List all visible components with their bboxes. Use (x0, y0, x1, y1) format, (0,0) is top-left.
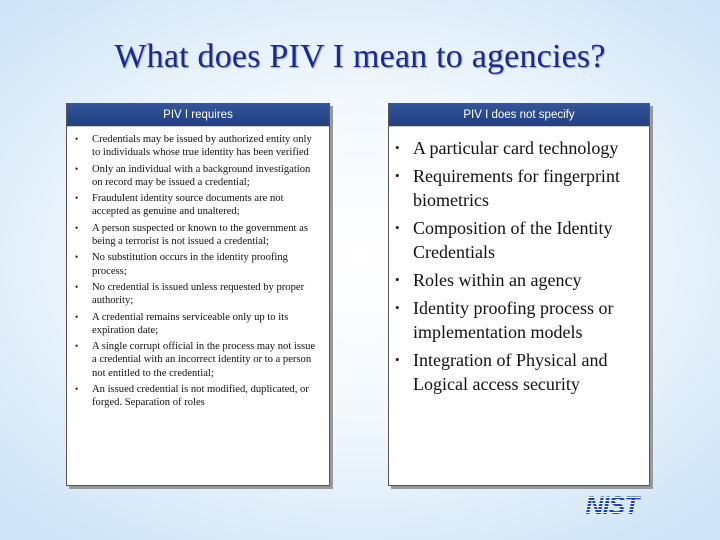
list-item-text: Credentials may be issued by authorized entity only to individuals whose true identity has been verified (92, 134, 312, 159)
list-item-text: An issued credential is not modified, duplicated, or forged. Separation of roles (92, 384, 309, 409)
list-item (75, 340, 321, 380)
list-item-text: Only an individual with a background investigation on record may be issued a credential; (92, 163, 311, 188)
list-item (395, 348, 641, 396)
list-item-text: A credential remains serviceable only up to its expiration date; (92, 311, 289, 336)
piv-requires-list (67, 127, 329, 410)
list-item (75, 163, 321, 190)
list-item (395, 296, 641, 344)
list-item (395, 216, 641, 264)
bullet-icon: • (395, 300, 400, 315)
list-item (75, 281, 321, 308)
list-item (75, 311, 321, 338)
list-item-text: A person suspected or known to the government as being a terrorist is not issued a credential; (92, 222, 308, 248)
piv-requires-panel (66, 103, 330, 486)
bullet-icon: • (75, 384, 79, 395)
bullet-icon: • (75, 222, 79, 233)
list-item-text: Fraudulent identity source documents are not accepted as genuine and unaltered; (92, 193, 284, 218)
list-item (75, 133, 321, 160)
list-item-text: Requirements for fingerprint biometrics (413, 166, 620, 210)
nist-logo (572, 492, 652, 518)
bullet-icon: • (75, 311, 79, 322)
piv-not-specify-list (389, 127, 649, 396)
bullet-icon: • (395, 220, 400, 235)
piv-not-specify-panel (388, 103, 650, 486)
bullet-icon: • (395, 352, 400, 367)
bullet-icon: • (395, 140, 400, 155)
list-item (395, 136, 641, 160)
bullet-icon: • (75, 163, 79, 174)
bullet-icon: • (75, 341, 79, 352)
list-item (395, 164, 641, 212)
list-item-text: Integration of Physical and Logical access security (413, 350, 608, 394)
list-item-text: No substitution occurs in the identity proofing process; (92, 252, 288, 277)
list-item-text: A single corrupt official in the process may not issue a credential with an incorrect identity or to a person not entitled to the credential; (92, 341, 316, 379)
piv-not-specify-header: PIV I does not specify (389, 104, 649, 127)
list-item (75, 383, 321, 410)
nist-logo-text: NIST (585, 492, 639, 518)
list-item-text: A particular card technology (413, 138, 619, 158)
bullet-icon: • (395, 272, 400, 287)
list-item-text: Identity proofing process or implementation models (413, 298, 614, 342)
list-item (75, 222, 321, 249)
list-item-text: No credential is issued unless requested by proper authority; (92, 281, 305, 307)
list-item-text: Roles within an agency (413, 270, 582, 290)
piv-requires-header: PIV I requires (67, 104, 329, 127)
bullet-icon: • (75, 193, 79, 204)
list-item (75, 251, 321, 278)
bullet-icon: • (75, 134, 79, 144)
slide-title: What does PIV I mean to agencies? (114, 38, 606, 75)
bullet-icon: • (395, 168, 400, 183)
list-item (395, 268, 641, 292)
list-item-text: Composition of the Identity Credentials (413, 218, 613, 262)
list-item (75, 192, 321, 219)
bullet-icon: • (75, 252, 79, 263)
bullet-icon: • (75, 281, 79, 292)
